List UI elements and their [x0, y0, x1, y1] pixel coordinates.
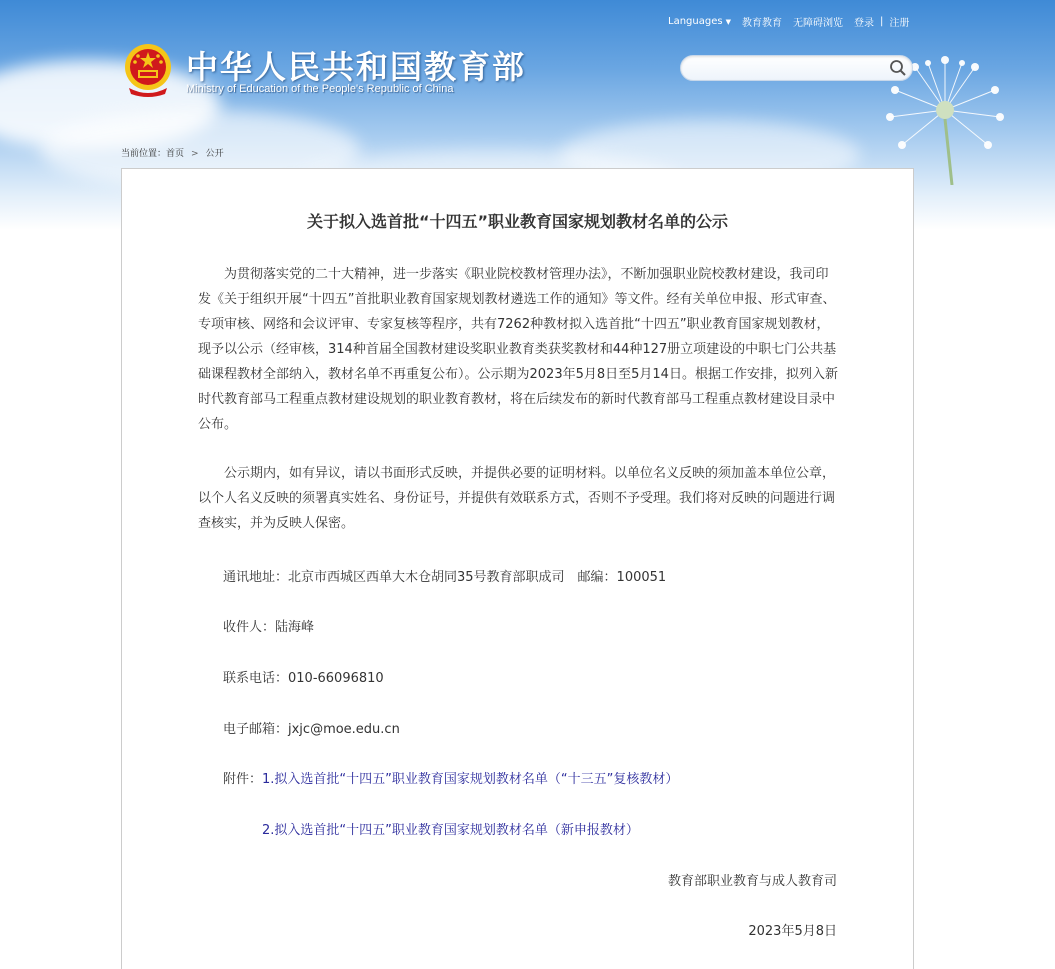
contact-phone: 联系电话：010-66096810 — [223, 671, 384, 686]
top-navigation — [668, 14, 909, 29]
breadcrumb-current-link[interactable]: 公开 — [205, 149, 224, 159]
issuer: 教育部职业教育与成人教育司 — [667, 874, 837, 889]
attachment-link-2[interactable]: 2.拟入选首批“十四五”职业教育国家规划教材名单（新申报教材） — [262, 823, 639, 838]
site-title[interactable]: 中华人民共和国教育部 — [186, 48, 527, 86]
chevron-down-icon: ▼ — [725, 18, 731, 26]
national-emblem-icon — [123, 42, 173, 98]
publish-date: 2023年5月8日 — [748, 924, 837, 939]
contact-address: 通讯地址：北京市西城区西单大木仓胡同35号教育部职成司 邮编：100051 — [223, 570, 667, 585]
attachment-row-1 — [223, 768, 678, 787]
breadcrumb-label: 当前位置： — [121, 149, 167, 159]
attachment-link-1[interactable]: 1.拟入选首批“十四五”职业教育国家规划教材名单（“十三五”复核教材） — [262, 772, 679, 787]
search-input[interactable] — [691, 56, 885, 80]
attachment-row-2 — [262, 819, 639, 838]
attachment-label: 附件： — [223, 772, 263, 787]
search-box — [680, 55, 913, 81]
breadcrumb-arrow: > — [191, 149, 199, 159]
register-link[interactable]: 注册 — [889, 18, 910, 29]
languages-label: Languages — [668, 16, 723, 27]
contact-email: 电子邮箱：jxjc@moe.edu.cn — [223, 722, 400, 737]
search-icon[interactable] — [888, 58, 908, 78]
nav-separator: | — [879, 16, 884, 27]
login-link[interactable]: 登录 — [853, 18, 874, 29]
accessible-browse-link[interactable]: 无障碍浏览 — [792, 18, 843, 29]
edu-edu-link[interactable]: 教育教育 — [741, 18, 782, 29]
article-title: 关于拟入选首批“十四五”职业教育国家规划教材名单的公示 — [306, 212, 729, 231]
article-paragraph-2: 公示期内，如有异议，请以书面形式反映，并提供必要的证明材料。以单位名义反映的须加盖本单位公章，以个人名义反映的须署真实姓名、身份证号，并提供有效联系方式，否则不予受理。我们将对反映的问题进行调查核实，并为反映人保密。 — [198, 466, 836, 531]
breadcrumb — [121, 146, 224, 159]
languages-menu[interactable] — [668, 16, 731, 27]
breadcrumb-home-link[interactable]: 首页 — [166, 149, 185, 159]
site-subtitle: Ministry of Education of the People's Republic of China — [186, 83, 454, 95]
article-paragraph-1: 为贯彻落实党的二十大精神，进一步落实《职业院校教材管理办法》，不断加强职业院校教材建设，我司印发《关于组织开展“十四五”首批职业教育国家规划教材遴选工作的通知》等文件。经有关单位申报、形式审查、专项审核、网络和会议评审、专家复核等程序，共有7262种教材拟入选首批“十四五”职业教育国家规划教材，现予以公示（经审核，314种首届全国教材建设奖职业教育类获奖教材和44种127册立项建设的中职七门公共基础课程教材全部纳入，教材名单不再重复公布）。公示期为2023年5月8日至5月14日。根据工作安排，拟列入新时代教育部马工程重点教材建设规划的职业教育教材，将在后续发布的新时代教育部马工程重点教材建设目录中公布。 — [198, 267, 838, 432]
contact-recipient: 收件人：陆海峰 — [223, 620, 315, 635]
article-container — [121, 168, 914, 969]
